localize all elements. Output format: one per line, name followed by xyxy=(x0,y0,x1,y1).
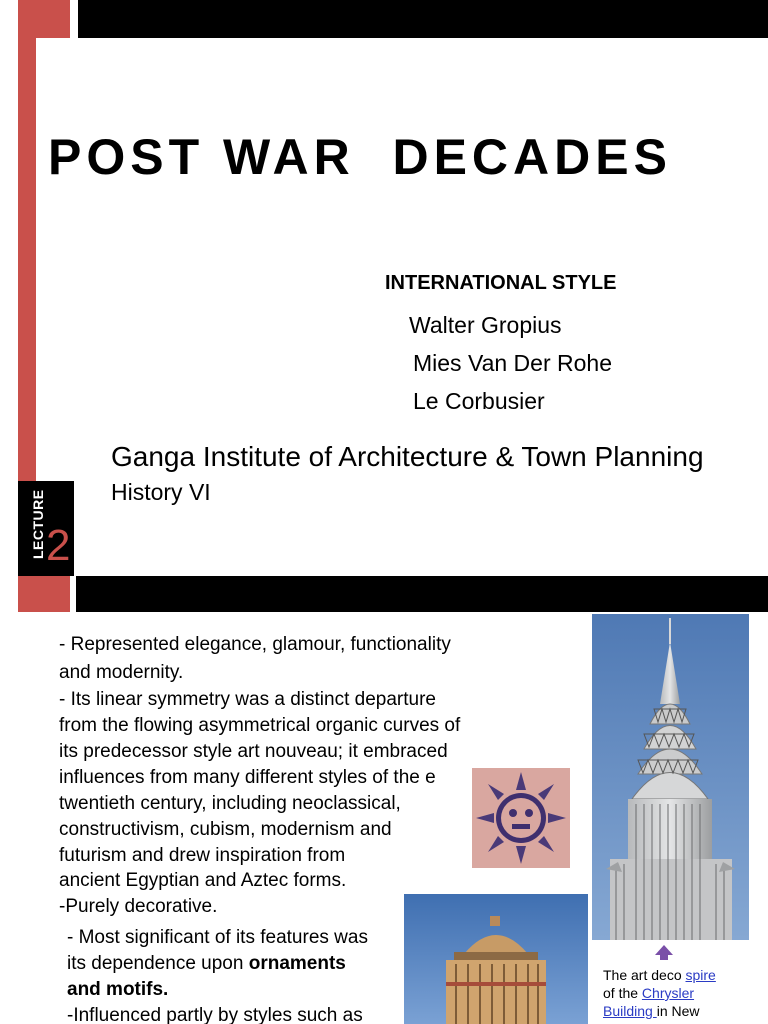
lecture-badge xyxy=(18,481,74,576)
chrysler-building-image xyxy=(592,614,749,940)
image-caption xyxy=(603,966,733,1020)
body-line: - Represented elegance, glamour, functionality xyxy=(59,634,451,655)
body-line: ancient Egyptian and Aztec forms. xyxy=(59,870,347,891)
institute-name: Ganga Institute of Architecture & Town Planning xyxy=(111,441,704,472)
lecture-label: LECTURE xyxy=(30,489,46,559)
caption-text: of the xyxy=(603,985,642,1001)
body-line: and modernity. xyxy=(59,662,184,683)
architect-name: Mies Van Der Rohe xyxy=(413,350,612,376)
body-line: constructivism, cubism, modernism and xyxy=(59,819,392,840)
body-line: its predecessor style art nouveau; it embraced xyxy=(59,741,448,762)
body-line: -Purely decorative. xyxy=(59,896,218,917)
lecture-number: 2 xyxy=(46,521,71,570)
caption-text: The art deco xyxy=(603,967,686,983)
body-bold: ornaments xyxy=(248,953,346,974)
spire-link[interactable]: spire xyxy=(685,967,716,983)
aztec-sun-motif-image xyxy=(472,768,570,868)
slide-subtitle: INTERNATIONAL STYLE xyxy=(385,272,617,294)
body-line xyxy=(67,951,346,977)
body-line: twentieth century, including neoclassical, xyxy=(59,793,401,814)
body-text: its dependence upon xyxy=(67,953,249,974)
body-bold: and motifs. xyxy=(67,979,169,1000)
body-line: futurism and drew inspiration from xyxy=(59,845,346,866)
up-arrow-stem xyxy=(660,955,668,960)
course-name: History VI xyxy=(111,479,211,505)
footer-bar xyxy=(76,576,768,612)
body-line: - Most significant of its features was xyxy=(67,927,368,948)
body-line: -Influenced partly by styles such as xyxy=(67,1005,363,1024)
art-deco-building-image xyxy=(404,894,588,1024)
slide-title-text: POST WAR DECADES xyxy=(48,129,672,185)
chrysler-building-link[interactable]: Chrysler Building xyxy=(603,985,695,1019)
architect-name: Le Corbusier xyxy=(413,388,545,414)
body-line: - Its linear symmetry was a distinct departure xyxy=(59,689,436,710)
architect-name: Walter Gropius xyxy=(409,312,562,338)
accent-bar-red-bottom xyxy=(36,576,70,612)
accent-bar-red-top xyxy=(36,0,70,38)
body-line: influences from many different styles of the e xyxy=(59,767,436,788)
up-arrow-icon xyxy=(655,945,673,955)
caption-text: in New xyxy=(656,1003,700,1019)
body-line xyxy=(67,977,168,1003)
slide-content xyxy=(0,612,768,1024)
body-line: from the flowing asymmetrical organic curves of xyxy=(59,715,461,736)
header-bar xyxy=(78,0,768,38)
